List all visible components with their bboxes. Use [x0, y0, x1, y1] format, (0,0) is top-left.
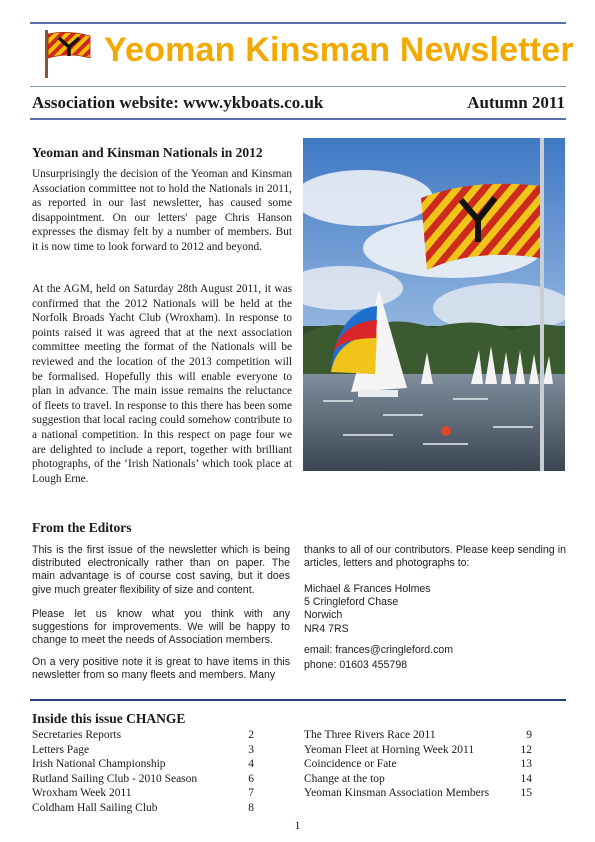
toc-entry[interactable]: [32, 801, 254, 816]
toc-entry-label: Secretaries Reports: [32, 729, 122, 741]
toc-title: Inside this issue CHANGE: [32, 711, 186, 726]
editors-address: [304, 583, 504, 636]
toc-entry[interactable]: [32, 743, 254, 758]
toc-entry[interactable]: [32, 728, 254, 743]
editors-title: From the Editors: [32, 520, 132, 535]
toc-entry[interactable]: [304, 772, 532, 787]
page-number: 1: [294, 818, 301, 832]
editors-paragraph: This is the first issue of the newsletter which is being distributed electronically rather than on paper. The main advantage is of course cost saving, but it does give much greater flexibility of size and content.: [32, 544, 290, 596]
toc-entry-label: Coincidence or Fate: [304, 758, 397, 771]
toc-left-column: [32, 728, 254, 816]
toc-entry[interactable]: [304, 743, 532, 758]
toc-right-column: [304, 728, 532, 801]
toc-entry-page: 2: [248, 729, 254, 741]
yk-flag-logo-icon: [42, 28, 94, 80]
toc-entry-label: Irish National Championship: [32, 758, 166, 771]
editors-paragraph: Please let us know what you think with any suggestions for improvements. We will be happy to change to meet the needs of Association members.: [32, 608, 290, 647]
toc-entry-page: 4: [248, 758, 254, 771]
toc-entry-page: 8: [248, 801, 254, 814]
toc-rule: [30, 699, 566, 701]
toc-entry-label: Coldham Hall Sailing Club: [32, 801, 158, 814]
toc-entry[interactable]: [32, 786, 254, 801]
toc-entry[interactable]: [32, 772, 254, 787]
toc-entry-label: Yeoman Kinsman Association Members: [304, 787, 490, 800]
toc-entry-page: 14: [520, 772, 532, 785]
toc-entry[interactable]: [304, 728, 532, 743]
toc-entry-page: 9: [526, 729, 532, 741]
address-line: 5 Cringleford Chase: [304, 596, 399, 609]
sailing-regatta-photo: [303, 138, 565, 471]
toc-entry[interactable]: [304, 786, 532, 801]
toc-entry-label: Wroxham Week 2011: [32, 787, 132, 800]
editors-continuation: thanks to all of our contributors. Please keep sending in articles, letters and photographs to:: [304, 544, 566, 570]
article-paragraph: At the AGM, held on Saturday 28th August 2011, it was confirmed that the 2012 Nationals will be held at the Norfolk Broads Yacht Club (Wroxham). In response to points raised it was agreed that at the next association committee meeting the format of the Nationals will be reviewed and the location of the 2013 competition will be formalised. Hopefully this will enable everyone to plan in advance. The main issue remains the reluctance of fleets to travel. In response to this there has been some suggestion that local racing could somehow contribute to a national competition. In this respect on page four we are delighted to include a report, together with brilliant photographs, of the ‘Irish Nationals’ which took place at Lough Erne.: [32, 283, 292, 485]
email-link[interactable]: email: frances@cringleford.com: [304, 644, 454, 656]
newsletter-title: Yeoman Kinsman Newsletter: [104, 31, 574, 69]
toc-entry-page: 13: [520, 758, 532, 771]
toc-entry-label: Rutland Sailing Club - 2010 Season: [32, 772, 198, 785]
address-line: Norwich: [304, 609, 343, 622]
toc-entry-label: Yeoman Fleet at Horning Week 2011: [304, 743, 475, 756]
toc-entry-page: 12: [520, 743, 532, 756]
association-website[interactable]: Association website: www.ykboats.co.uk: [32, 93, 324, 112]
header-rule: [30, 118, 566, 120]
article-title: Yeoman and Kinsman Nationals in 2012: [32, 145, 263, 160]
toc-entry-page: 6: [248, 772, 254, 785]
toc-entry-page: 7: [248, 787, 254, 800]
toc-entry-page: 15: [520, 787, 532, 800]
editors-paragraph: On a very positive note it is great to have items in this newsletter from so many fleets and members. Many: [32, 656, 290, 682]
toc-entry-label: Change at the top: [304, 772, 385, 785]
toc-entry-label: The Three Rivers Race 2011: [304, 729, 436, 741]
top-rule: [30, 22, 566, 24]
address-line: NR4 7RS: [304, 622, 349, 635]
toc-entry-label: Letters Page: [32, 743, 90, 756]
editors-contact: [304, 643, 524, 673]
toc-entry-page: 3: [248, 743, 254, 756]
toc-entry[interactable]: [304, 757, 532, 772]
masthead-rule: [30, 86, 566, 87]
issue-season: Autumn 2011: [467, 93, 565, 112]
toc-entry[interactable]: [32, 757, 254, 772]
phone-number: phone: 01603 455798: [304, 659, 408, 671]
article-paragraph: Unsurprisingly the decision of the Yeoman and Kinsman Association committee not to hold the Nationals in 2011, as reported in our last newsletter, has caused some disappointment. On our letters' page Chris Hanson expresses the dismay felt by a number of members. But it is now time to look forward to 2012 and beyond.: [32, 168, 292, 253]
address-line: Michael & Frances Holmes: [304, 583, 431, 595]
